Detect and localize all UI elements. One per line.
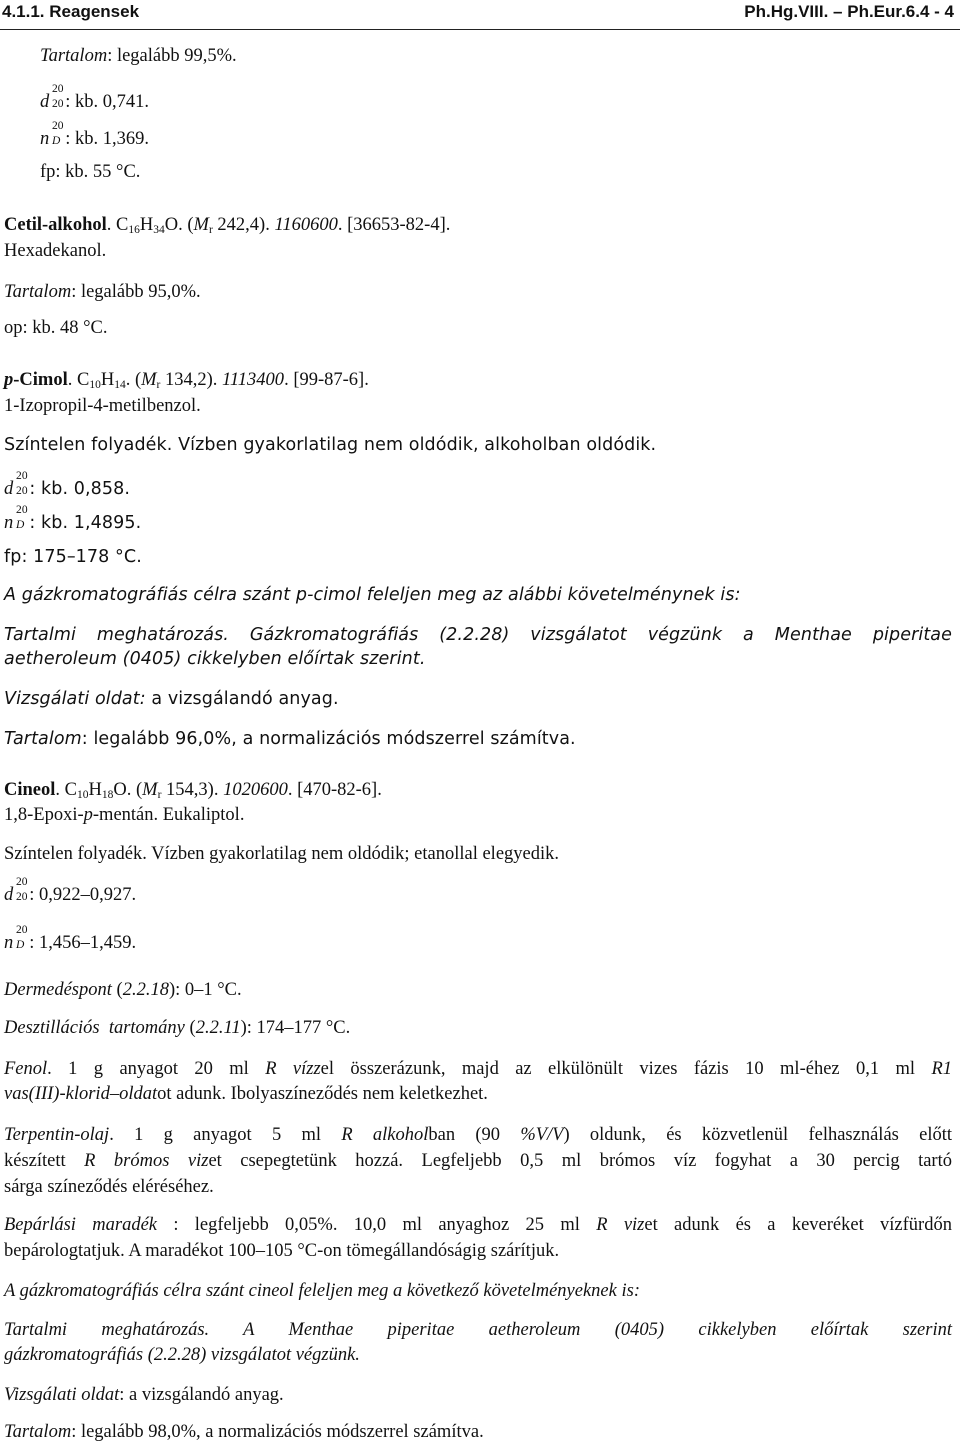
cineol-tartalom-line: Tartalom: legalább 98,0%, a normalizációs módszerrel számítva. [4, 1422, 484, 1442]
cetil-synonym: Hexadekanol. [4, 241, 107, 261]
cineol-freezing-point-line: Dermedéspont (2.2.18): 0–1 °C. [4, 980, 242, 1000]
cineol-description: Színtelen folyadék. Vízben gyakorlatilag nem oldódik; etanollal elegyedik. [4, 844, 560, 864]
pcimol-gc-intro: A gázkromatográfiás célra szánt p-cimol feleljen meg az alábbi követelménynek is: [4, 585, 741, 605]
pcimol-heading-line: p-Cimol. $C_{10}H_{14}$. ($M_r$ 134,2). 1113400. [99-87-6]. [4, 370, 369, 391]
cetil-heading-line: Cetil-alkohol. $C_{16}H_{34}O$. ($M_r$ 242,4). 1160600. [36653-82-4]. [4, 215, 451, 236]
header-rule [0, 29, 960, 30]
pcimol-test-solution-line: Vizsgálati oldat: a vizsgálandó anyag. [4, 689, 339, 709]
pcimol-refractive-index-line: n 20 D : kb. 1,4895. [4, 504, 142, 533]
cineol-terpentin-line-1: Terpentin-olaj. 1 g anyagot 5 ml R alkoholban (90 %V/V) oldunk, és közvetlenül felhasználás előtt [4, 1125, 953, 1145]
cineol-terpentin-line-2: készített R brómos vizet csepegtetünk hozzá. Legfeljebb 0,5 ml brómos víz fogyhat a 30 percig tartó [4, 1151, 952, 1171]
pcimol-density-line: d 20 20 : kb. 0,858. [4, 470, 131, 499]
acetone-refractive-index-line: n 20 D : kb. 1,369. [40, 120, 150, 149]
cineol-fenol-line-1: Fenol. 1 g anyagot 20 ml R vízzel összerázunk, majd az elkülönült vizes fázis 10 ml-éhez 0,1 ml R1 [4, 1059, 952, 1079]
cetil-melting-point-line: op: kb. 48 °C. [4, 318, 108, 338]
cineol-synonym: 1,8-Epoxi-p-mentán. Eukaliptol. [4, 805, 245, 825]
pcimol-assay-line-2: aetheroleum (0405) cikkelyben előírtak szerint. [4, 649, 426, 669]
pcimol-synonym: 1-Izopropil-4-metilbenzol. [4, 396, 201, 416]
pcimol-assay-line-1: Tartalmi meghatározás. Gázkromatográfiás (2.2.28) vizsgálatot végzünk a Menthae piperitae [4, 625, 952, 645]
acetone-density-line: d 20 20 : kb. 0,741. [40, 83, 150, 112]
cineol-assay-line-1: Tartalmi meghatározás. A Menthae piperitae aetheroleum (0405) cikkelyben előírtak szerint [4, 1320, 952, 1340]
cineol-distillation-range-line: Desztillációs tartomány (2.2.11): 174–177 °C. [4, 1018, 351, 1038]
section-header: 4.1.1. Reagensek [2, 2, 140, 21]
cineol-density-line: d 20 20 : 0,922–0,927. [4, 876, 137, 905]
cineol-fenol-line-2: vas(III)-klorid–oldatot adunk. Ibolyaszíneződés nem keletkezhet. [4, 1084, 488, 1104]
cetil-tartalom-line: Tartalom: legalább 95,0%. [4, 282, 201, 302]
pcimol-boiling-point-line: fp: 175–178 °C. [4, 547, 142, 567]
cineol-bepar-line-2: bepárologtatjuk. A maradékot 100–105 °C-on tömegállandóságig szárítjuk. [4, 1241, 560, 1261]
acetone-tartalom-line: Tartalom: legalább 99,5%. [40, 46, 237, 66]
cineol-bepar-line-1: Bepárlási maradék : legfeljebb 0,05%. 10,0 ml anyaghoz 25 ml R vizet adunk és a keveréket vízfürdőn [4, 1215, 952, 1235]
acetone-boiling-point-line: fp: kb. 55 °C. [40, 162, 141, 182]
cineol-gc-intro: A gázkromatográfiás célra szánt cineol feleljen meg a következő követelményeknek is: [4, 1281, 640, 1301]
pcimol-description: Színtelen folyadék. Vízben gyakorlatilag nem oldódik, alkoholban oldódik. [4, 435, 657, 455]
cineol-heading-line: Cineol. $C_{10}H_{18}O$. ($M_r$ 154,3). 1020600. [470-82-6]. [4, 780, 382, 801]
cineol-test-solution-line: Vizsgálati oldat: a vizsgálandó anyag. [4, 1385, 284, 1405]
pcimol-tartalom-line: Tartalom: legalább 96,0%, a normalizációs módszerrel számítva. [4, 729, 576, 749]
cineol-assay-line-2: gázkromatográfiás (2.2.28) vizsgálatot végzünk. [4, 1345, 360, 1365]
cineol-refractive-index-line: n 20 D : 1,456–1,459. [4, 924, 137, 953]
cineol-terpentin-line-3: sárga színeződés eléréséhez. [4, 1177, 214, 1197]
pharmacopoeia-reference: Ph.Hg.VIII. – Ph.Eur.6.4 - 4 [744, 2, 954, 21]
